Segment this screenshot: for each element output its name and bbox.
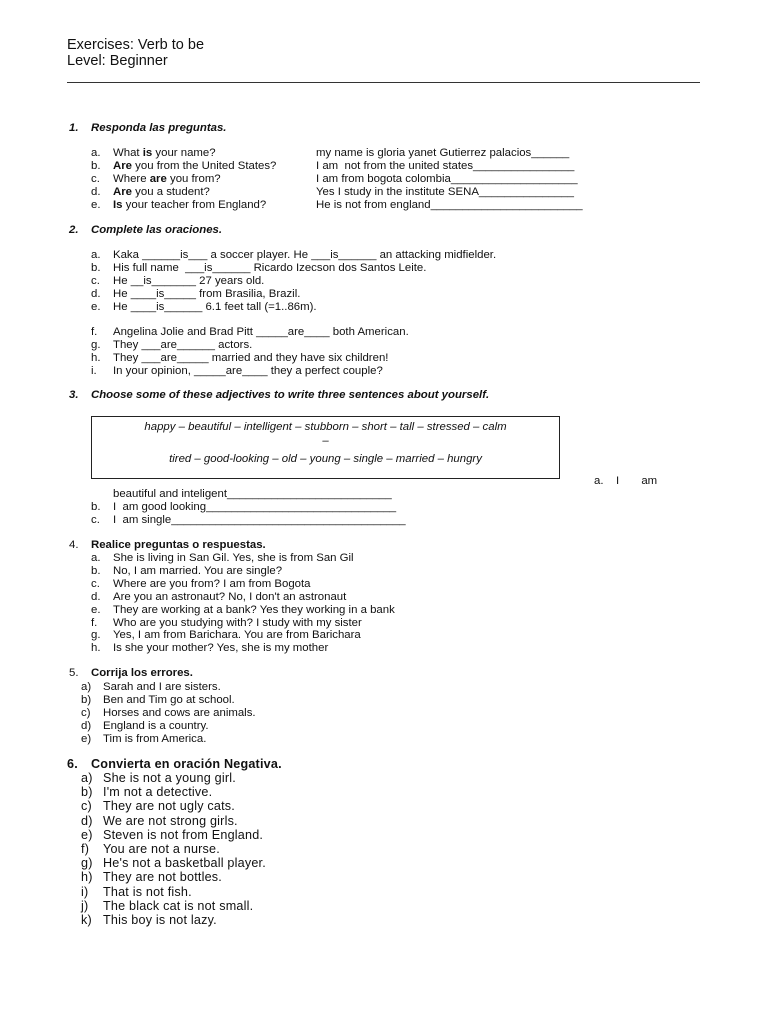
list-item-letter: a. xyxy=(91,147,101,159)
list-item-text: He ____is_____ from Brasilia, Brazil. xyxy=(113,288,301,300)
list-item-text: They ___are______ actors. xyxy=(113,339,253,351)
list-item-letter: c. xyxy=(91,275,100,287)
list-item-text: The black cat is not small. xyxy=(103,898,254,913)
adjectives-dash: – xyxy=(322,435,329,447)
list-item-text: Where are you from? I am from Bogota xyxy=(113,577,311,590)
adjectives-box xyxy=(91,416,560,479)
section-3-item-a-letter: a. xyxy=(594,475,604,487)
section-5-number: 5. xyxy=(69,667,79,679)
list-item-text: His full name ___is______ Ricardo Izecson dos Santos Leite. xyxy=(113,262,427,274)
answer-text: Yes I study in the institute SENA_______________ xyxy=(316,186,574,198)
list-item-letter: e) xyxy=(81,733,92,745)
list-item-letter: e. xyxy=(91,603,101,616)
list-item-letter: j) xyxy=(81,898,89,913)
section-6-title: Convierta en oración Negativa. xyxy=(91,757,282,771)
list-item-letter: h) xyxy=(81,870,93,885)
list-item-letter: c. xyxy=(91,577,100,590)
list-item-text: She is living in San Gil. Yes, she is from San Gil xyxy=(113,552,354,564)
list-item-text: They are not ugly cats. xyxy=(103,799,236,814)
list-item-letter: d) xyxy=(81,720,92,732)
question-verb: are xyxy=(149,173,167,185)
list-item-letter: c. xyxy=(91,173,100,185)
section-1-number: 1. xyxy=(69,122,79,134)
section-2-number: 2. xyxy=(69,224,79,236)
question-text-end: you from? xyxy=(166,173,221,185)
list-item-text: She is not a young girl. xyxy=(103,771,236,785)
list-item-text: Horses and cows are animals. xyxy=(103,707,256,719)
section-2-title: Complete las oraciones. xyxy=(91,224,223,236)
list-item-letter: k) xyxy=(81,913,92,927)
list-item-letter: a. xyxy=(91,552,101,564)
question-text-end: you from the United States? xyxy=(132,160,277,172)
list-item-letter: b. xyxy=(91,262,101,274)
answer-text: He is not from england________________________ xyxy=(316,199,583,211)
section-6-number: 6. xyxy=(67,757,78,771)
question-text xyxy=(113,147,216,160)
list-item-text: Sarah and I are sisters. xyxy=(103,681,221,693)
list-item-letter: b. xyxy=(91,160,101,172)
section-3-item-a-continued: beautiful and inteligent__________________________ xyxy=(113,488,392,500)
question-text-end: your teacher from England? xyxy=(122,199,267,211)
list-item-text: Tim is from America. xyxy=(103,733,207,745)
list-item-letter: i) xyxy=(81,884,89,899)
list-item-letter: g. xyxy=(91,339,101,351)
list-item-letter: b. xyxy=(91,564,101,577)
list-item-text: We are not strong girls. xyxy=(103,813,238,828)
list-item-letter: b. xyxy=(91,501,101,513)
list-item-letter: e) xyxy=(81,827,93,842)
list-item-text: Steven is not from England. xyxy=(103,827,264,842)
question-verb: is xyxy=(142,147,153,159)
list-item-letter: b) xyxy=(81,785,93,800)
list-item-text: This boy is not lazy. xyxy=(103,913,217,927)
list-item-letter: h. xyxy=(91,642,101,655)
answer-text: my name is gloria yanet Gutierrez palacios______ xyxy=(316,147,570,159)
question-text-end: you a student? xyxy=(132,186,210,198)
section-3-number: 3. xyxy=(69,389,79,401)
section-1-title: Responda las preguntas. xyxy=(91,122,227,134)
adjectives-line-1: happy – beautiful – intelligent – stubborn – short – tall – stressed – calm xyxy=(144,421,507,433)
list-item-text: They are working at a bank? Yes they working in a bank xyxy=(113,603,395,616)
list-item-text: I am good looking______________________________ xyxy=(113,501,397,513)
list-item-text: They are not bottles. xyxy=(103,870,223,885)
list-item-letter: d) xyxy=(81,813,93,828)
list-item-text: Are you an astronaut? No, I don't an astronaut xyxy=(113,590,347,603)
list-item-letter: f. xyxy=(91,326,98,338)
section-5-title: Corrija los errores. xyxy=(91,667,193,679)
list-item-letter: c) xyxy=(81,707,91,719)
question-text-start: What xyxy=(113,147,143,159)
list-item-text: You are not a nurse. xyxy=(103,842,220,856)
list-item-letter: g. xyxy=(91,629,101,642)
list-item-letter: e. xyxy=(91,301,101,313)
list-item-text: Yes, I am from Barichara. You are from Barichara xyxy=(113,629,361,642)
list-item-text: Who are you studying with? I study with my sister xyxy=(113,616,362,629)
list-item-text: He __is_______ 27 years old. xyxy=(113,275,265,287)
list-item-letter: e. xyxy=(91,199,101,211)
answer-text: I am from bogota colombia____________________ xyxy=(316,173,578,185)
list-item-letter: a) xyxy=(81,681,92,693)
list-item-text: Ben and Tim go at school. xyxy=(103,694,235,706)
list-item-text: He ____is______ 6.1 feet tall (=1..86m). xyxy=(113,301,317,313)
list-item-letter: f. xyxy=(91,616,98,629)
question-verb: Are xyxy=(113,160,132,172)
list-item-text: England is a country. xyxy=(103,720,209,732)
list-item-letter: h. xyxy=(91,352,101,364)
section-3-item-a-start: I am xyxy=(616,475,658,487)
list-item-text: Is she your mother? Yes, she is my mother xyxy=(113,642,329,655)
worksheet-level: Level: Beginner xyxy=(67,53,168,69)
list-item-letter: d. xyxy=(91,186,101,198)
list-item-text: I am single_____________________________________ xyxy=(113,514,406,526)
section-4-title: Realice preguntas o respuestas. xyxy=(91,539,266,551)
list-item-text: They ___are_____ married and they have six children! xyxy=(113,352,389,364)
list-item-text: Kaka ______is___ a soccer player. He ___is______ an attacking midfielder. xyxy=(113,249,497,261)
question-text xyxy=(113,160,276,173)
adjectives-line-2: tired – good-looking – old – young – single – married – hungry xyxy=(169,453,482,465)
list-item-text: That is not fish. xyxy=(103,884,192,899)
question-text xyxy=(113,186,210,199)
question-text-end: your name? xyxy=(152,147,216,159)
question-text-start: Where xyxy=(113,173,150,185)
question-text xyxy=(113,199,266,212)
list-item-letter: d. xyxy=(91,590,101,603)
list-item-text: He's not a basketball player. xyxy=(103,856,266,871)
list-item-text: Angelina Jolie and Brad Pitt _____are____ both American. xyxy=(113,326,409,338)
list-item-text: In your opinion, _____are____ they a perfect couple? xyxy=(113,365,383,377)
list-item-letter: c) xyxy=(81,799,92,814)
list-item-letter: f) xyxy=(81,842,90,856)
list-item-letter: g) xyxy=(81,856,93,871)
list-item-letter: a) xyxy=(81,771,93,785)
worksheet-title: Exercises: Verb to be xyxy=(67,37,205,53)
list-item-letter: d. xyxy=(91,288,101,300)
answer-text: I am not from the united states________________ xyxy=(316,160,575,172)
list-item-letter: a. xyxy=(91,249,101,261)
list-item-letter: b) xyxy=(81,694,92,706)
list-item-text: No, I am married. You are single? xyxy=(113,564,283,577)
list-item-letter: c. xyxy=(91,514,100,526)
question-verb: Are xyxy=(113,186,132,198)
section-4-number: 4. xyxy=(69,539,79,551)
header-divider xyxy=(67,82,700,83)
list-item-text: I'm not a detective. xyxy=(103,785,213,800)
question-verb: Is xyxy=(113,199,123,211)
list-item-letter: i. xyxy=(91,365,97,377)
question-text xyxy=(113,173,221,186)
section-3-title: Choose some of these adjectives to write three sentences about yourself. xyxy=(91,389,490,401)
